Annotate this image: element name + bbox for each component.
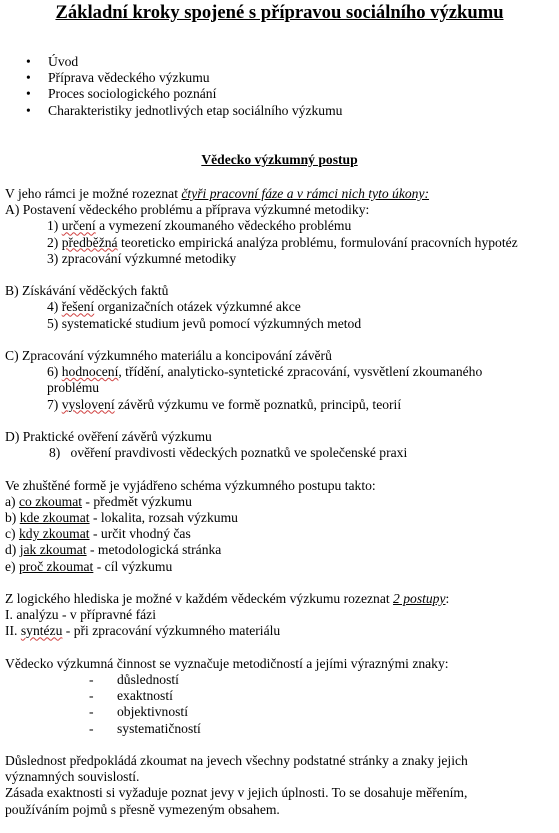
schema-text: - cíl výzkumu (93, 558, 173, 574)
closing-paragraph: Zásada exaktnosti si vyžaduje poznat jevy v jejich úplnosti. To se dosahuje měřením, používáním pojmů s přesně vymezeným obsahem. (5, 785, 468, 817)
item-number: 2) (47, 234, 62, 250)
schema-keyword: kdy zkoumat (18, 526, 90, 542)
toc-item: • Charakteristiky jednotlivých etap sociálního výzkumu (26, 103, 342, 119)
phase-item (5, 299, 550, 315)
section-subtitle: Vědecko výzkumný postup (201, 152, 358, 167)
schema-keyword: proč zkoumat (18, 558, 94, 574)
schema-text: - lokalita, rozsah výzkumu (89, 510, 238, 525)
phase-item (5, 364, 517, 396)
schema-keyword: co zkoumat (18, 493, 83, 509)
phase-item (5, 235, 550, 251)
item-keyword: předběžná (61, 234, 118, 250)
traits-intro: Vědecko výzkumná činnost se vyznačuje metodičností a jejími výraznými znaky: (5, 655, 449, 671)
logic-intro (5, 591, 550, 607)
item-text: ověření pravdivosti vědeckých poznatků ve společenské praxi (70, 445, 408, 461)
schema-item (5, 494, 550, 510)
schema-intro: Ve zhuštěné formě je vyjádřeno schéma výzkumného postupu takto: (5, 477, 376, 493)
phase-item (5, 251, 550, 267)
toc-item: • Úvod (26, 54, 342, 70)
item-text: zpracování výzkumné metodiky (61, 250, 237, 266)
phase-item (5, 445, 550, 461)
item-text: organizačních otázek výzkumné akce (94, 299, 301, 315)
trait-item: - exaktností (89, 688, 173, 704)
trait-text: systematičností (117, 720, 201, 736)
logic-numeral: II. (5, 623, 21, 639)
schema-item (5, 542, 550, 558)
phase-c-heading: C) Zpracování výzkumného materiálu a koncipování závěrů (5, 348, 332, 363)
schema-letter: e) (5, 558, 19, 574)
intro-emphasis: čtyři pracovní fáze a v rámci nich tyto úkony: (181, 186, 430, 201)
logic-numeral: I. (5, 607, 17, 623)
logic-item-text: analýzu - v přípravné fázi (16, 607, 156, 623)
item-text: závěrů výzkumu ve formě poznatků, principů, teorií (114, 396, 402, 412)
item-keyword: řešení (61, 299, 95, 315)
item-keyword: určení (61, 218, 96, 234)
trait-item: - objektivností (89, 704, 188, 720)
schema-text: - předmět výzkumu (82, 493, 192, 509)
schema-item (5, 526, 550, 542)
trait-item: - systematičností (89, 720, 201, 736)
item-number: 4) (47, 299, 62, 315)
item-number: 6) (47, 364, 62, 380)
trait-text: exaktností (117, 688, 173, 704)
logic-text: Z logického hlediska je možné v každém vědeckém výzkumu rozeznat (5, 591, 394, 606)
intro-text: V jeho rámci je možné rozeznat (5, 186, 182, 201)
phase-item (5, 316, 550, 332)
trait-text: důsledností (117, 672, 179, 687)
schema-item (5, 510, 550, 526)
logic-item-text: - při zpracování výzkumného materiálu (62, 623, 281, 639)
schema-letter: d) (5, 542, 20, 558)
schema-letter: a) (5, 493, 19, 509)
phase-a-heading: A) Postavení vědeckého problému a příprava výzkumné metodiky: (5, 202, 370, 218)
logic-item (5, 623, 550, 639)
schema-keyword: kde zkoumat (19, 510, 90, 525)
schema-item (5, 559, 550, 575)
phase-item (5, 218, 550, 234)
toc-list (26, 54, 342, 119)
item-text: systematické studium jevů pomocí výzkumných metod (61, 315, 362, 331)
document-title (0, 2, 559, 24)
document-title-text: Základní kroky spojené s přípravou sociálního výzkumu (55, 2, 504, 23)
phase-b-heading: B) Získávání věděckých faktů (5, 283, 169, 299)
schema-text: - metodologická stránka (86, 542, 222, 558)
intro-line (5, 186, 550, 202)
item-number: 1) (47, 218, 62, 234)
logic-colon: : (445, 591, 450, 606)
item-text: teoreticko empirická analýza problému, formulování pracovních hypotéz (117, 234, 518, 250)
schema-keyword: jak zkoumat (19, 542, 87, 558)
item-keyword: vyslovení (61, 396, 115, 412)
trait-item: - důsledností (89, 672, 179, 687)
logic-emphasis: 2 postupy (393, 591, 446, 606)
toc-item: • Proces sociologického poznání (26, 86, 342, 102)
document-body (5, 186, 550, 818)
item-keyword: hodnocení (61, 364, 119, 380)
logic-keyword: syntézu (20, 623, 63, 639)
toc-item: • Příprava vědeckého výzkumu (26, 70, 342, 86)
item-number: 3) (47, 250, 62, 266)
logic-item (5, 607, 550, 623)
schema-letter: b) (5, 510, 20, 525)
closing-paragraph: Důslednost předpokládá zkoumat na jevech všechny podstatné stránky a znaky jejich významných souvislostí. (5, 753, 468, 785)
phase-item (5, 397, 550, 413)
schema-letter: c) (5, 526, 19, 542)
phase-d-heading: D) Praktické ověření závěrů výzkumu (5, 429, 212, 444)
schema-text: - určit vhodný čas (89, 526, 191, 542)
item-number: 8) (49, 445, 71, 461)
item-text: , třídění, analyticko-syntetické zpracování, vysvětlení zkoumaného problému (47, 364, 483, 396)
trait-text: objektivností (117, 704, 188, 720)
item-number: 5) (47, 315, 62, 331)
item-text: a vymezení zkoumaného vědeckého problému (95, 218, 352, 234)
item-number: 7) (47, 396, 62, 412)
